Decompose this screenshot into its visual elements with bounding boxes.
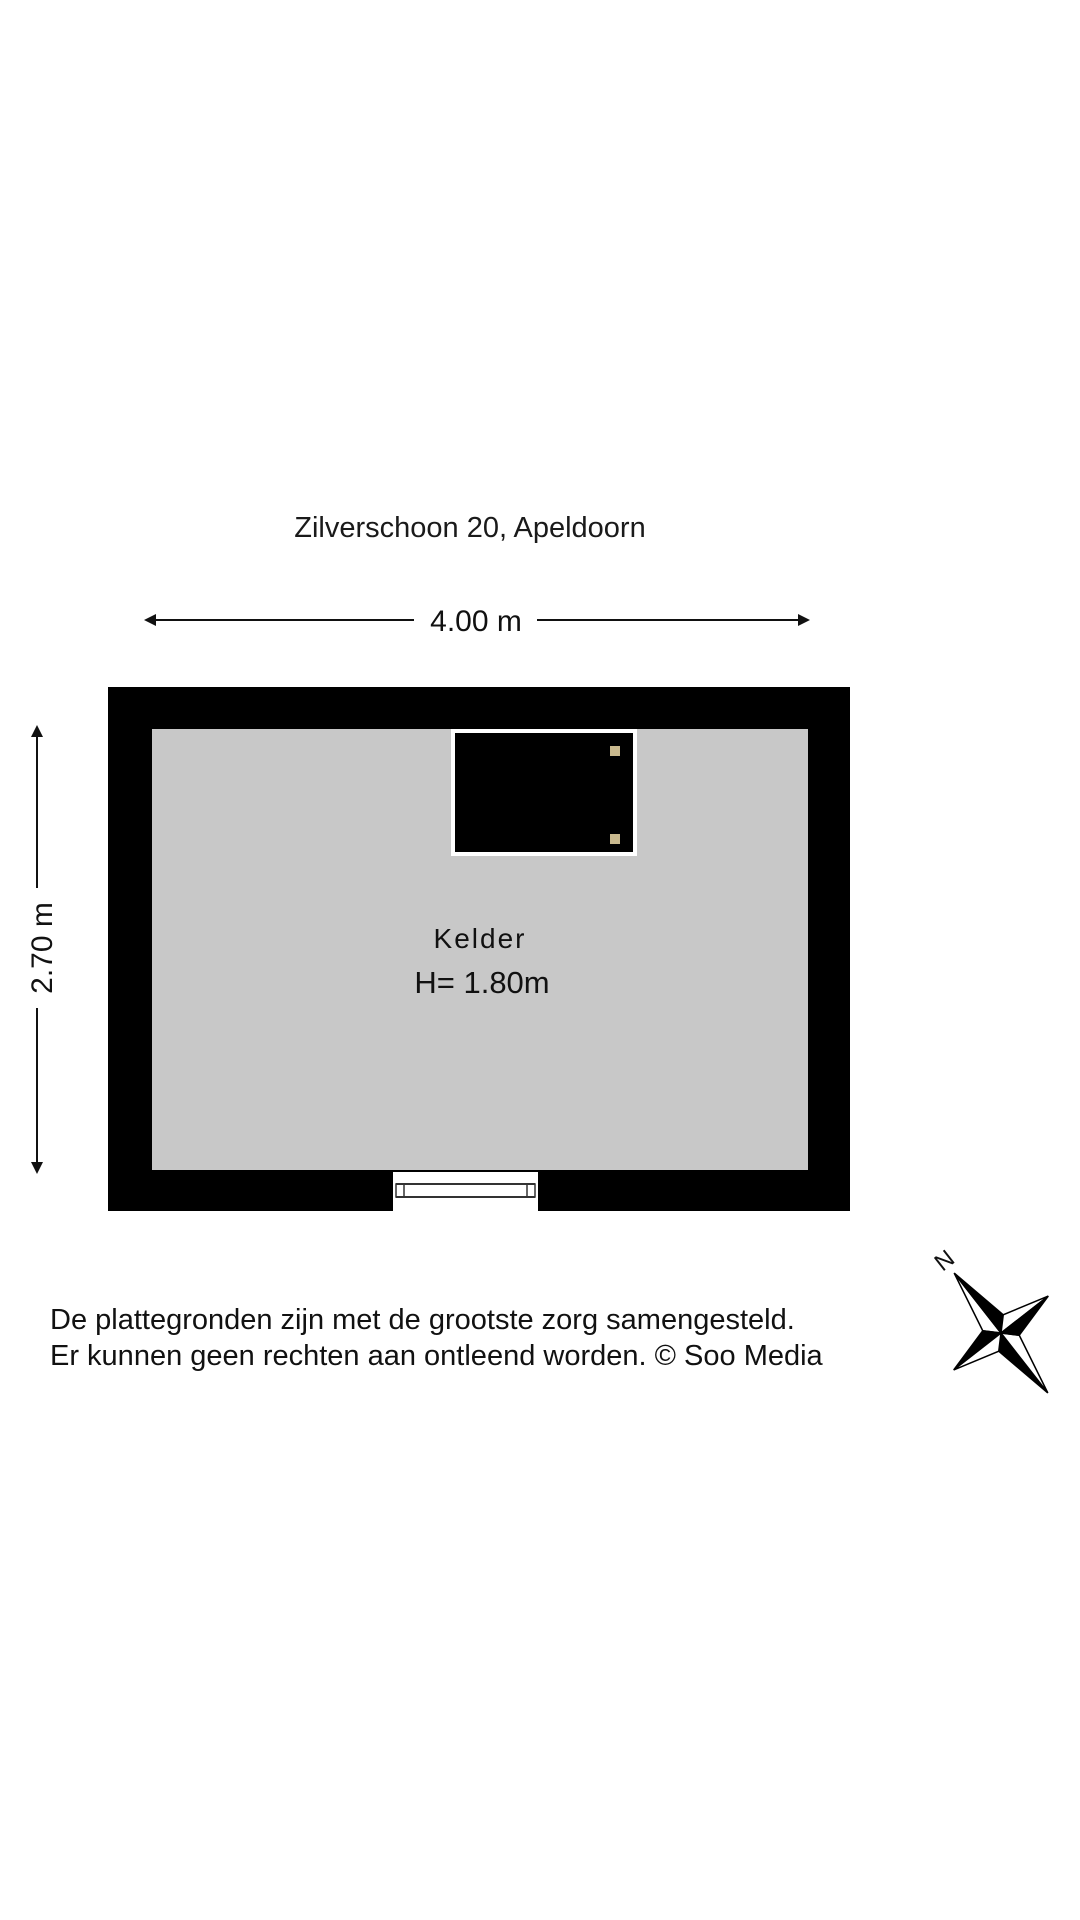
disclaimer-line-2: Er kunnen geen rechten aan ontleend worden. © Soo Media bbox=[50, 1340, 823, 1372]
window-frame bbox=[393, 1172, 538, 1211]
window bbox=[393, 1172, 538, 1211]
disclaimer-line-1: De plattegronden zijn met de grootste zorg samengesteld. bbox=[50, 1304, 795, 1336]
width-dimension-label: 4.00 m bbox=[430, 605, 522, 638]
compass-north-label: N bbox=[929, 1244, 960, 1277]
room-height: H= 1.80m bbox=[414, 965, 550, 1000]
fixture-body bbox=[455, 733, 633, 852]
compass-rose bbox=[889, 1213, 1080, 1430]
width-dimension bbox=[146, 605, 808, 638]
fixture-marker-bottom bbox=[610, 834, 620, 844]
disclaimer bbox=[50, 1302, 823, 1374]
height-dimension-label: 2.70 m bbox=[26, 902, 59, 994]
plan-title: Zilverschoon 20, Apeldoorn bbox=[294, 512, 646, 544]
room-name: Kelder bbox=[433, 923, 527, 954]
height-dimension bbox=[26, 727, 59, 1172]
fixture-marker-top bbox=[610, 746, 620, 756]
fixture-block bbox=[451, 729, 637, 856]
